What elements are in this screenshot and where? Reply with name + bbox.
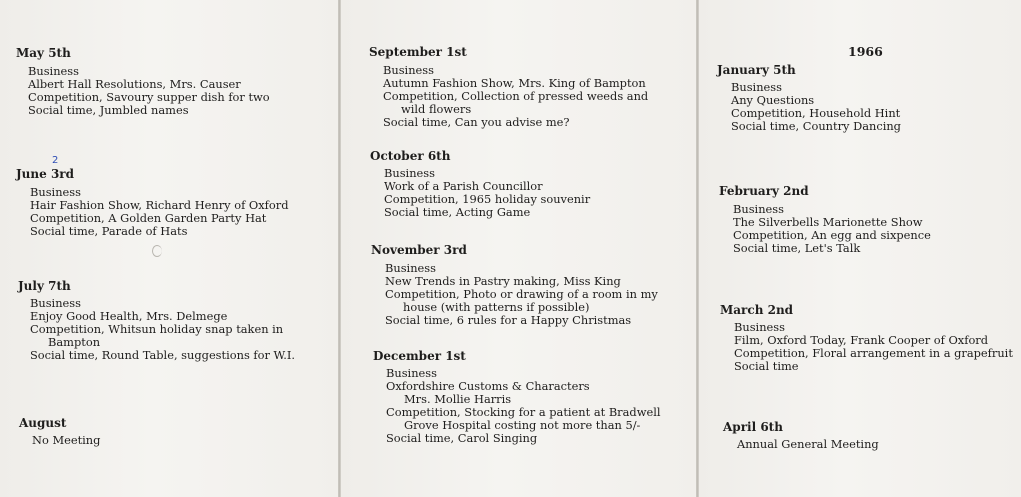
programme-line: Competition, Savoury supper dish for two	[28, 90, 270, 104]
fold-line	[696, 0, 699, 497]
programme-line: Social time, Parade of Hats	[30, 224, 188, 238]
programme-line: Competition, Floral arrangement in a grapefruit	[734, 346, 1013, 360]
month-heading-february: February 2nd	[719, 184, 809, 198]
programme-line: Business	[28, 64, 79, 78]
programme-line: Enjoy Good Health, Mrs. Delmege	[30, 309, 228, 323]
programme-line: Competition, A Golden Garden Party Hat	[30, 211, 267, 225]
meeting-details-june	[30, 186, 289, 238]
month-heading-april: April 6th	[723, 420, 783, 434]
programme-line: Business	[30, 185, 81, 199]
meeting-details-january	[731, 81, 901, 133]
programme-line: Hair Fashion Show, Richard Henry of Oxford	[30, 198, 289, 212]
programme-line: Competition, Collection of pressed weeds and	[383, 89, 649, 103]
programme-line: Any Questions	[731, 93, 815, 107]
meeting-details-september	[383, 64, 648, 129]
programme-line: Work of a Parish Councillor	[384, 179, 543, 193]
fold-line	[338, 0, 341, 497]
programme-line: Social time, Acting Game	[384, 205, 531, 219]
programme-line: New Trends in Pastry making, Miss King	[385, 274, 621, 288]
month-heading-november: November 3rd	[371, 243, 467, 257]
programme-line: Business	[733, 202, 784, 216]
programme-line: Social time, Let's Talk	[733, 241, 861, 255]
programme-line: wild flowers	[401, 102, 472, 116]
meeting-details-december	[386, 367, 661, 445]
month-heading-march: March 2nd	[720, 303, 794, 317]
programme-line: Social time, Jumbled names	[28, 103, 189, 117]
meeting-details-november	[385, 262, 658, 327]
programme-line: Competition, Whitsun holiday snap taken in	[30, 322, 284, 336]
meeting-details-february	[733, 203, 931, 255]
month-heading-july: July 7th	[18, 279, 71, 293]
pen-mark-icon	[152, 245, 162, 257]
month-heading-august: August	[19, 416, 67, 430]
month-heading-december: December 1st	[373, 349, 466, 363]
meeting-details-october	[384, 167, 590, 219]
programme-line: Social time, Round Table, suggestions for W.I.	[30, 348, 296, 362]
programme-line: Film, Oxford Today, Frank Cooper of Oxford	[734, 333, 989, 347]
programme-line: Business	[384, 166, 435, 180]
programme-line: The Silverbells Marionette Show	[733, 215, 923, 229]
programme-line: Annual General Meeting	[737, 437, 879, 451]
programme-line: Competition, Household Hint	[731, 106, 901, 120]
handwritten-correction: 2	[52, 155, 59, 166]
programme-line: Business	[385, 261, 436, 275]
programme-line: No Meeting	[32, 433, 101, 447]
programme-line: Social time	[734, 359, 799, 373]
programme-line: Social time, 6 rules for a Happy Christmas	[385, 313, 632, 327]
programme-line: Competition, Stocking for a patient at Bradwell	[386, 405, 661, 419]
meeting-details-march	[734, 321, 1013, 373]
programme-line: Bampton	[48, 335, 101, 349]
programme-line: Business	[383, 63, 434, 77]
month-heading-september: September 1st	[369, 45, 467, 59]
programme-line: Oxfordshire Customs & Characters	[386, 379, 590, 393]
programme-line: house (with patterns if possible)	[403, 300, 590, 314]
programme-line: Autumn Fashion Show, Mrs. King of Bampton	[383, 76, 646, 90]
programme-line: Competition, Photo or drawing of a room in my	[385, 287, 658, 301]
month-heading-may: May 5th	[16, 46, 71, 60]
year-heading: 1966	[848, 44, 883, 59]
programme-line: Competition, 1965 holiday souvenir	[384, 192, 591, 206]
meeting-details-july	[30, 297, 295, 362]
programme-line: Business	[734, 320, 785, 334]
month-heading-october: October 6th	[370, 149, 451, 163]
programme-line: Business	[731, 80, 782, 94]
month-heading-june: June 3rd	[16, 167, 75, 181]
programme-line: Social time, Can you advise me?	[383, 115, 570, 129]
programme-line: Business	[386, 366, 437, 380]
programme-line: Business	[30, 296, 81, 310]
meeting-details-august	[32, 434, 100, 447]
meeting-details-may	[28, 65, 270, 117]
programme-line: Grove Hospital costing not more than 5/-	[404, 418, 641, 432]
month-heading-january: January 5th	[717, 63, 796, 77]
programme-line: Competition, An egg and sixpence	[733, 228, 931, 242]
programme-line: Albert Hall Resolutions, Mrs. Causer	[28, 77, 241, 91]
programme-line: Social time, Country Dancing	[731, 119, 901, 133]
meeting-details-april	[737, 438, 879, 451]
programme-line: Mrs. Mollie Harris	[404, 392, 512, 406]
programme-line: Social time, Carol Singing	[386, 431, 538, 445]
